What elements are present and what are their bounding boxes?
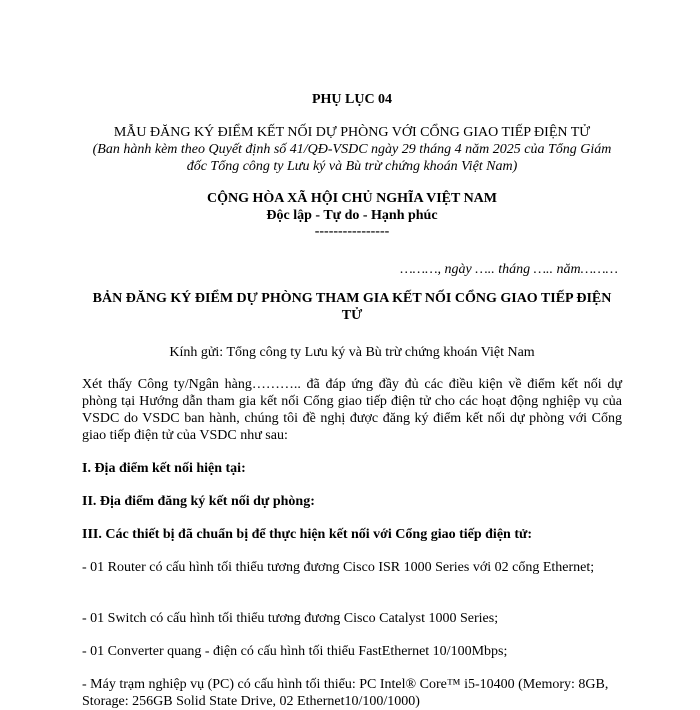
equipment-item-switch: - 01 Switch có cấu hình tối thiểu tương đương Cisco Catalyst 1000 Series; <box>82 611 499 626</box>
salutation: Kính gửi: Tổng công ty Lưu ký và Bù trừ chứng khoán Việt Nam <box>169 345 535 360</box>
section-backup-location: II. Địa điểm đăng ký kết nối dự phòng: <box>82 494 315 509</box>
equipment-item-router: - 01 Router có cấu hình tối thiểu tương đương Cisco ISR 1000 Series với 02 cổng Ethernet; <box>82 560 595 575</box>
equipment-item-workstation: - Máy trạm nghiệp vụ (PC) có cấu hình tối thiểu: PC Intel® Core™ i5-10400 (Memory: 8GB, Storage: 256GB Solid State Drive, 02 Ethernet10/100/1000) <box>82 677 609 709</box>
national-name: CỘNG HÒA XÃ HỘI CHỦ NGHĨA VIỆT NAM <box>206 191 497 206</box>
section-equipment: III. Các thiết bị đã chuẩn bị để thực hiện kết nối với Cổng giao tiếp điện tử: <box>82 527 533 542</box>
section-current-location: I. Địa điểm kết nối hiện tại: <box>82 461 246 476</box>
date-line: ………, ngày ….. tháng ….. năm……… <box>400 262 618 277</box>
form-title: MẪU ĐĂNG KÝ ĐIỂM KẾT NỐI DỰ PHÒNG VỚI CỔNG GIAO TIẾP ĐIỆN TỬ <box>113 125 591 140</box>
registration-title: BẢN ĐĂNG KÝ ĐIỂM DỰ PHÒNG THAM GIA KẾT NỐI CỔNG GIAO TIẾP ĐIỆN TỬ <box>92 291 612 323</box>
form-subtitle: (Ban hành kèm theo Quyết định số 41/QĐ-VSDC ngày 29 tháng 4 năm 2025 của Tổng Giám đốc Tổng công ty Lưu ký và Bù trừ chứng khoán Việt Nam) <box>92 142 612 174</box>
annex-label: PHỤ LỤC 04 <box>311 92 393 107</box>
equipment-item-converter: - 01 Converter quang - điện có cấu hình tối thiểu FastEthernet 10/100Mbps; <box>82 644 508 659</box>
motto-rule: ---------------- <box>314 224 390 239</box>
intro-paragraph: Xét thấy Công ty/Ngân hàng……….. đã đáp ứng đầy đủ các điều kiện về điểm kết nối dự phòng tại Hướng dẫn tham gia kết nối Cổng giao tiếp điện tử cho các hoạt động nghiệp vụ của VSDC do VSDC ban hành, chúng tôi đề nghị được đăng ký điểm kết nối dự phòng với Cổng giao tiếp điện tử của VSDC như sau: <box>82 377 622 443</box>
national-motto: Độc lập - Tự do - Hạnh phúc <box>266 208 438 223</box>
